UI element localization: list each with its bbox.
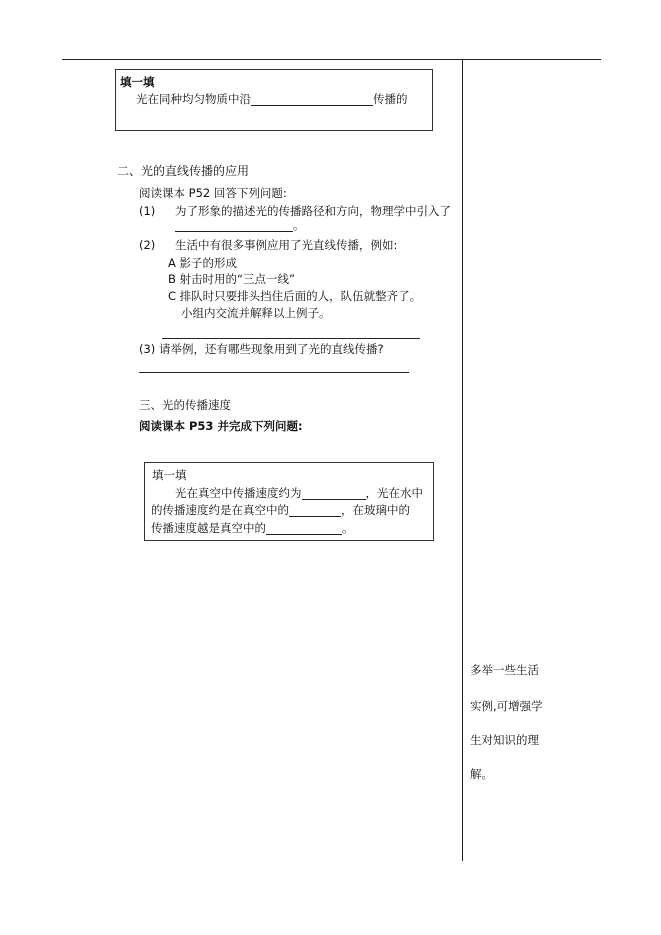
note-line-2: 实例,可增强学 [470, 699, 543, 713]
box2-l1-text-b: ，光在水中 [365, 486, 423, 500]
box2-l3-text-b: 。 [342, 521, 354, 535]
box1-text-after: 传播的 [373, 92, 408, 106]
top-rule [62, 59, 601, 60]
box2-l2-text-a: 的传播速度约是在真空中的 [151, 503, 289, 517]
q1-number: (1) [139, 204, 156, 218]
box2-l3-text-a: 传播速度越是真空中的 [151, 521, 266, 535]
item-c: C 排队时只要排头挡住后面的人，队伍就整齐了。 [168, 289, 422, 303]
box1-text-before: 光在同种均匀物质中沿 [136, 92, 251, 106]
column-divider [462, 60, 463, 861]
note-line-1: 多举一些生活 [470, 663, 539, 677]
speed-water-blank[interactable] [289, 505, 341, 517]
speed-glass-blank[interactable] [266, 523, 342, 535]
section2-heading: 二、光的直线传播的应用 [117, 164, 250, 178]
section3-heading: 三、光的传播速度 [139, 398, 231, 412]
item-b: B 射击时用的“三点一线” [168, 272, 295, 286]
answer-line-1[interactable] [162, 338, 420, 339]
q3-text: (3) 请举例，还有哪些现象用到了光的直线传播? [139, 342, 384, 356]
q1-end: 。 [293, 218, 305, 232]
box2-line3 [151, 521, 354, 535]
q1-blank[interactable] [175, 220, 293, 232]
box2-line1 [175, 486, 423, 500]
box2-line2 [151, 503, 410, 517]
box1-title: 填一填 [120, 75, 155, 89]
q2-number: (2) [139, 238, 156, 252]
item-a: A 影子的形成 [168, 256, 238, 270]
box2-title: 填一填 [152, 468, 187, 482]
box1-blank[interactable] [251, 94, 373, 106]
section3-intro: 阅读课本 P53 并完成下列问题: [139, 419, 303, 433]
box1-line [136, 92, 408, 106]
q1-text: 为了形象的描述光的传播路径和方向，物理学中引入了 [175, 204, 451, 218]
q1-answer-line [175, 218, 305, 232]
section2-intro: 阅读课本 P52 回答下列问题: [139, 186, 287, 200]
box2-l1-text-a: 光在真空中传播速度约为 [175, 486, 302, 500]
note-line-4: 解。 [470, 767, 493, 781]
note-line-3: 生对知识的理 [470, 733, 539, 747]
q2-text: 生活中有很多事例应用了光直线传播，例如: [175, 238, 398, 252]
box2-l2-text-b: ，在玻璃中的 [341, 503, 410, 517]
answer-line-2[interactable] [139, 372, 409, 373]
speed-vacuum-blank[interactable] [302, 488, 366, 500]
group-discussion: 小组内交流并解释以上例子。 [181, 306, 331, 320]
